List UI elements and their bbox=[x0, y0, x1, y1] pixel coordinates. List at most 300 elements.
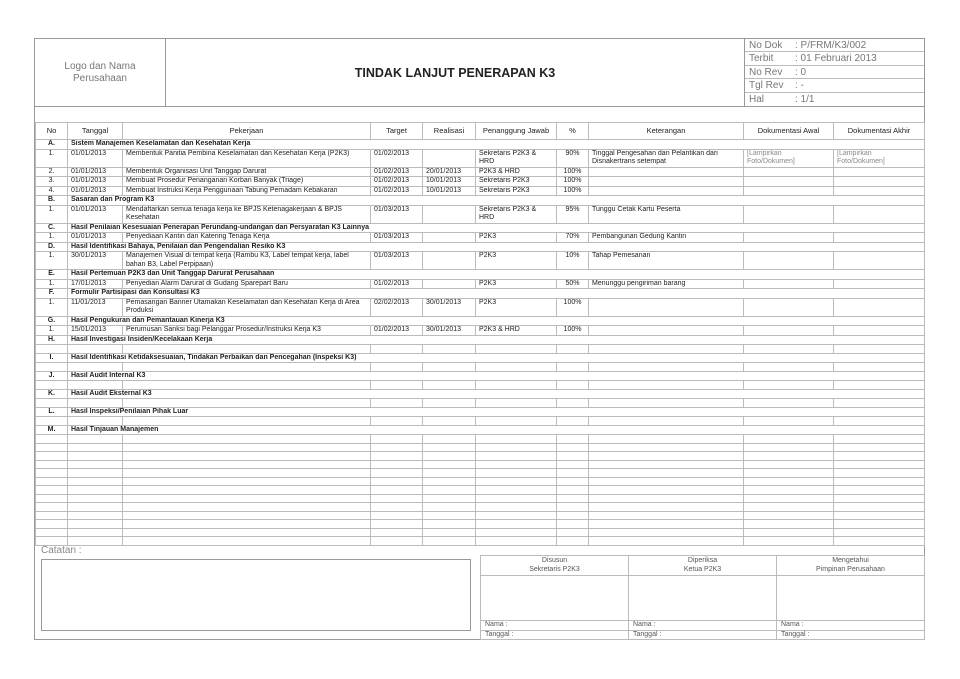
blank-cell[interactable] bbox=[423, 469, 476, 478]
blank-cell[interactable] bbox=[589, 511, 744, 520]
cell-pekerjaan[interactable]: Membuat Instruksi Kerja Penggunaan Tabung Pemadam Kebakaran bbox=[123, 186, 371, 196]
blank-cell[interactable] bbox=[834, 469, 925, 478]
cell-realisasi[interactable]: 30/01/2013 bbox=[423, 298, 476, 316]
blank-cell[interactable] bbox=[423, 477, 476, 486]
cell-pj[interactable]: Sekretaris P2K3 bbox=[476, 186, 557, 196]
blank-cell[interactable] bbox=[589, 345, 744, 354]
cell-dok-awal[interactable] bbox=[744, 205, 834, 223]
blank-cell[interactable] bbox=[123, 537, 371, 546]
blank-cell[interactable] bbox=[589, 363, 744, 372]
cell-pct[interactable]: 10% bbox=[557, 252, 589, 270]
blank-cell[interactable] bbox=[589, 469, 744, 478]
blank-cell[interactable] bbox=[557, 452, 589, 461]
blank-cell[interactable] bbox=[68, 503, 123, 512]
cell-realisasi[interactable] bbox=[423, 205, 476, 223]
blank-cell[interactable] bbox=[834, 503, 925, 512]
blank-cell[interactable] bbox=[834, 477, 925, 486]
blank-cell[interactable] bbox=[371, 435, 423, 444]
blank-cell[interactable] bbox=[834, 435, 925, 444]
blank-cell[interactable] bbox=[744, 435, 834, 444]
blank-cell[interactable] bbox=[423, 363, 476, 372]
blank-cell[interactable] bbox=[557, 399, 589, 408]
blank-cell[interactable] bbox=[36, 460, 68, 469]
cell-pct[interactable]: 100% bbox=[557, 298, 589, 316]
cell-realisasi[interactable] bbox=[423, 279, 476, 289]
cell-realisasi[interactable] bbox=[423, 233, 476, 243]
blank-cell[interactable] bbox=[423, 511, 476, 520]
blank-cell[interactable] bbox=[68, 528, 123, 537]
cell-pj[interactable]: P2K3 & HRD bbox=[476, 167, 557, 177]
blank-cell[interactable] bbox=[557, 477, 589, 486]
blank-cell[interactable] bbox=[36, 417, 68, 426]
blank-cell[interactable] bbox=[589, 503, 744, 512]
cell-pj[interactable]: Sekretaris P2K3 & HRD bbox=[476, 149, 557, 167]
cell-target[interactable]: 02/02/2013 bbox=[371, 298, 423, 316]
blank-cell[interactable] bbox=[123, 363, 371, 372]
cell-target[interactable]: 01/02/2013 bbox=[371, 326, 423, 336]
cell-dok-akhir[interactable] bbox=[834, 177, 925, 187]
cell-target[interactable]: 01/02/2013 bbox=[371, 177, 423, 187]
blank-cell[interactable] bbox=[423, 381, 476, 390]
cell-no[interactable]: 1. bbox=[36, 233, 68, 243]
blank-cell[interactable] bbox=[371, 537, 423, 546]
blank-cell[interactable] bbox=[744, 399, 834, 408]
blank-cell[interactable] bbox=[36, 345, 68, 354]
blank-cell[interactable] bbox=[834, 528, 925, 537]
cell-tanggal[interactable]: 01/01/2013 bbox=[68, 233, 123, 243]
blank-cell[interactable] bbox=[589, 520, 744, 529]
cell-target[interactable]: 01/02/2013 bbox=[371, 167, 423, 177]
cell-no[interactable]: 2. bbox=[36, 167, 68, 177]
blank-cell[interactable] bbox=[476, 452, 557, 461]
cell-dok-awal[interactable] bbox=[744, 252, 834, 270]
cell-no[interactable]: 1. bbox=[36, 279, 68, 289]
blank-cell[interactable] bbox=[68, 460, 123, 469]
cell-dok-awal[interactable] bbox=[744, 279, 834, 289]
section-row bbox=[36, 407, 925, 417]
form-sheet bbox=[34, 38, 925, 640]
blank-cell[interactable] bbox=[123, 511, 371, 520]
blank-cell[interactable] bbox=[423, 528, 476, 537]
cell-target[interactable]: 01/03/2013 bbox=[371, 252, 423, 270]
cell-ket[interactable]: Tahap Pemesanan bbox=[589, 252, 744, 270]
blank-cell[interactable] bbox=[36, 469, 68, 478]
blank-cell[interactable] bbox=[68, 443, 123, 452]
blank-cell[interactable] bbox=[476, 363, 557, 372]
cell-pct[interactable]: 100% bbox=[557, 177, 589, 187]
blank-cell[interactable] bbox=[371, 399, 423, 408]
blank-cell[interactable] bbox=[744, 477, 834, 486]
cell-tanggal[interactable]: 01/01/2013 bbox=[68, 167, 123, 177]
blank-cell[interactable] bbox=[476, 520, 557, 529]
cell-pj[interactable]: P2K3 bbox=[476, 233, 557, 243]
blank-cell[interactable] bbox=[371, 477, 423, 486]
blank-cell[interactable] bbox=[834, 399, 925, 408]
cell-pekerjaan[interactable]: Manajemen Visual di tempat kerja (Rambu K3, Label tempat kerja, label bahan B3, Label Perpipaan) bbox=[123, 252, 371, 270]
meta-row bbox=[745, 39, 924, 52]
blank-cell[interactable] bbox=[589, 486, 744, 495]
blank-cell[interactable] bbox=[423, 503, 476, 512]
signature-area[interactable] bbox=[481, 576, 629, 621]
cell-dok-awal[interactable]: [Lampirkan Foto/Dokumen] bbox=[744, 149, 834, 167]
cell-ket[interactable] bbox=[589, 186, 744, 196]
blank-cell[interactable] bbox=[423, 494, 476, 503]
blank-cell[interactable] bbox=[476, 503, 557, 512]
cell-pct[interactable]: 100% bbox=[557, 186, 589, 196]
blank-cell[interactable] bbox=[68, 486, 123, 495]
blank-cell[interactable] bbox=[68, 511, 123, 520]
blank-cell[interactable] bbox=[36, 452, 68, 461]
cell-tanggal[interactable]: 17/01/2013 bbox=[68, 279, 123, 289]
blank-cell[interactable] bbox=[744, 486, 834, 495]
blank-cell[interactable] bbox=[123, 486, 371, 495]
blank-cell[interactable] bbox=[557, 486, 589, 495]
blank-cell[interactable] bbox=[371, 503, 423, 512]
cell-no[interactable]: 1. bbox=[36, 149, 68, 167]
blank-cell[interactable] bbox=[371, 381, 423, 390]
blank-cell[interactable] bbox=[557, 363, 589, 372]
blank-cell[interactable] bbox=[834, 417, 925, 426]
blank-cell[interactable] bbox=[589, 381, 744, 390]
blank-cell[interactable] bbox=[36, 528, 68, 537]
blank-cell[interactable] bbox=[589, 435, 744, 444]
blank-cell[interactable] bbox=[68, 477, 123, 486]
blank-cell[interactable] bbox=[744, 520, 834, 529]
signature-nama[interactable]: Nama : bbox=[777, 621, 925, 631]
blank-cell[interactable] bbox=[123, 443, 371, 452]
blank-cell[interactable] bbox=[557, 381, 589, 390]
cell-ket[interactable] bbox=[589, 167, 744, 177]
cell-no[interactable]: 4. bbox=[36, 186, 68, 196]
blank-cell[interactable] bbox=[744, 528, 834, 537]
cell-tanggal[interactable]: 15/01/2013 bbox=[68, 326, 123, 336]
blank-cell[interactable] bbox=[36, 435, 68, 444]
blank-cell[interactable] bbox=[371, 417, 423, 426]
blank-cell[interactable] bbox=[476, 345, 557, 354]
blank-cell[interactable] bbox=[834, 494, 925, 503]
cell-pekerjaan[interactable]: Membuat Prosedur Penanganan Korban Banyak (Triage) bbox=[123, 177, 371, 187]
blank-cell[interactable] bbox=[476, 528, 557, 537]
signature-nama[interactable]: Nama : bbox=[629, 621, 777, 631]
blank-cell[interactable] bbox=[36, 494, 68, 503]
section-letter: M. bbox=[36, 425, 68, 435]
cell-target[interactable]: 01/02/2013 bbox=[371, 279, 423, 289]
blank-cell[interactable] bbox=[371, 345, 423, 354]
cell-dok-awal[interactable] bbox=[744, 233, 834, 243]
cell-pct[interactable]: 70% bbox=[557, 233, 589, 243]
cell-pekerjaan[interactable]: Penyedian Alarm Darurat di Gudang Sparepart Baru bbox=[123, 279, 371, 289]
cell-no[interactable]: 3. bbox=[36, 177, 68, 187]
blank-cell[interactable] bbox=[123, 503, 371, 512]
blank-cell[interactable] bbox=[834, 443, 925, 452]
cell-tanggal[interactable]: 30/01/2013 bbox=[68, 252, 123, 270]
cell-realisasi[interactable] bbox=[423, 252, 476, 270]
cell-tanggal[interactable]: 01/01/2013 bbox=[68, 205, 123, 223]
cell-ket[interactable]: Menunggu pengiriman barang bbox=[589, 279, 744, 289]
blank-cell[interactable] bbox=[68, 417, 123, 426]
cell-dok-awal[interactable] bbox=[744, 167, 834, 177]
cell-no[interactable]: 1. bbox=[36, 326, 68, 336]
blank-cell[interactable] bbox=[68, 469, 123, 478]
section-row bbox=[36, 140, 925, 150]
blank-cell[interactable] bbox=[744, 494, 834, 503]
cell-pekerjaan[interactable]: Membentuk Organisasi Unit Tanggap Darurat bbox=[123, 167, 371, 177]
cell-dok-akhir[interactable] bbox=[834, 167, 925, 177]
blank-cell[interactable] bbox=[423, 399, 476, 408]
cell-pj[interactable]: P2K3 bbox=[476, 252, 557, 270]
blank-cell[interactable] bbox=[36, 511, 68, 520]
cell-dok-awal[interactable] bbox=[744, 186, 834, 196]
blank-cell[interactable] bbox=[423, 435, 476, 444]
cell-dok-akhir[interactable] bbox=[834, 279, 925, 289]
blank-cell[interactable] bbox=[589, 399, 744, 408]
blank-cell[interactable] bbox=[589, 494, 744, 503]
blank-cell[interactable] bbox=[68, 363, 123, 372]
blank-cell[interactable] bbox=[36, 381, 68, 390]
blank-cell[interactable] bbox=[123, 494, 371, 503]
cell-pct[interactable]: 100% bbox=[557, 167, 589, 177]
blank-cell[interactable] bbox=[744, 363, 834, 372]
blank-cell[interactable] bbox=[371, 452, 423, 461]
blank-cell[interactable] bbox=[557, 511, 589, 520]
blank-cell[interactable] bbox=[557, 520, 589, 529]
blank-cell[interactable] bbox=[744, 469, 834, 478]
blank-cell[interactable] bbox=[834, 537, 925, 546]
blank-cell[interactable] bbox=[36, 520, 68, 529]
blank-cell[interactable] bbox=[834, 345, 925, 354]
cell-pct[interactable]: 100% bbox=[557, 326, 589, 336]
cell-pct[interactable]: 90% bbox=[557, 149, 589, 167]
blank-cell[interactable] bbox=[36, 443, 68, 452]
cell-pekerjaan[interactable]: Membentuk Panitia Pembina Keselamatan dan Kesehatan Kerja (P2K3) bbox=[123, 149, 371, 167]
signature-tanggal[interactable]: Tanggal : bbox=[629, 630, 777, 640]
blank-cell[interactable] bbox=[423, 537, 476, 546]
cell-pj[interactable]: P2K3 bbox=[476, 298, 557, 316]
blank-cell[interactable] bbox=[834, 363, 925, 372]
blank-cell[interactable] bbox=[36, 399, 68, 408]
cell-ket[interactable]: Pembangunan Gedung Kantin bbox=[589, 233, 744, 243]
blank-cell[interactable] bbox=[371, 486, 423, 495]
blank-cell[interactable] bbox=[476, 460, 557, 469]
blank-cell[interactable] bbox=[68, 399, 123, 408]
blank-cell[interactable] bbox=[123, 469, 371, 478]
blank-cell[interactable] bbox=[744, 345, 834, 354]
cell-tanggal[interactable]: 11/01/2013 bbox=[68, 298, 123, 316]
blank-cell[interactable] bbox=[589, 477, 744, 486]
blank-cell[interactable] bbox=[371, 363, 423, 372]
blank-cell[interactable] bbox=[557, 345, 589, 354]
cell-pekerjaan[interactable]: Pemasangan Banner Utamakan Keselamatan dan Kesehatan Kerja di Area Produksi bbox=[123, 298, 371, 316]
blank-cell[interactable] bbox=[423, 486, 476, 495]
blank-cell[interactable] bbox=[423, 443, 476, 452]
cell-pct[interactable]: 50% bbox=[557, 279, 589, 289]
blank-cell[interactable] bbox=[557, 494, 589, 503]
blank-cell[interactable] bbox=[589, 528, 744, 537]
blank-cell[interactable] bbox=[834, 381, 925, 390]
blank-cell[interactable] bbox=[476, 477, 557, 486]
blank-cell[interactable] bbox=[744, 417, 834, 426]
signature-area[interactable] bbox=[777, 576, 925, 621]
blank-cell[interactable] bbox=[68, 520, 123, 529]
cell-dok-awal[interactable] bbox=[744, 177, 834, 187]
blank-cell[interactable] bbox=[744, 460, 834, 469]
blank-cell[interactable] bbox=[68, 537, 123, 546]
cell-dok-akhir[interactable] bbox=[834, 233, 925, 243]
blank-cell[interactable] bbox=[68, 381, 123, 390]
blank-cell[interactable] bbox=[476, 469, 557, 478]
blank-cell[interactable] bbox=[123, 399, 371, 408]
blank-cell[interactable] bbox=[744, 381, 834, 390]
blank-cell[interactable] bbox=[423, 460, 476, 469]
signature-tanggal[interactable]: Tanggal : bbox=[777, 630, 925, 640]
blank-cell[interactable] bbox=[476, 399, 557, 408]
blank-cell[interactable] bbox=[36, 477, 68, 486]
cell-target[interactable]: 01/02/2013 bbox=[371, 149, 423, 167]
cell-pct[interactable]: 95% bbox=[557, 205, 589, 223]
blank-cell[interactable] bbox=[68, 345, 123, 354]
cell-dok-akhir[interactable] bbox=[834, 252, 925, 270]
blank-cell[interactable] bbox=[68, 494, 123, 503]
signature-area[interactable] bbox=[629, 576, 777, 621]
blank-cell[interactable] bbox=[123, 520, 371, 529]
blank-cell[interactable] bbox=[36, 486, 68, 495]
blank-cell[interactable] bbox=[589, 443, 744, 452]
blank-cell[interactable] bbox=[423, 345, 476, 354]
cell-realisasi[interactable]: 20/01/2013 bbox=[423, 167, 476, 177]
blank-cell[interactable] bbox=[589, 417, 744, 426]
blank-cell[interactable] bbox=[834, 520, 925, 529]
blank-cell[interactable] bbox=[123, 345, 371, 354]
blank-cell[interactable] bbox=[476, 417, 557, 426]
blank-cell[interactable] bbox=[123, 381, 371, 390]
cell-realisasi[interactable]: 10/01/2013 bbox=[423, 186, 476, 196]
blank-cell[interactable] bbox=[36, 503, 68, 512]
blank-cell[interactable] bbox=[834, 486, 925, 495]
blank-cell[interactable] bbox=[744, 452, 834, 461]
section-title: Hasil Audit Internal K3 bbox=[68, 371, 925, 381]
blank-cell[interactable] bbox=[476, 435, 557, 444]
blank-cell[interactable] bbox=[476, 494, 557, 503]
cell-pekerjaan[interactable]: Perumusan Sanksi bagi Pelanggar Prosedur/Instruksi Kerja K3 bbox=[123, 326, 371, 336]
blank-cell[interactable] bbox=[557, 469, 589, 478]
cell-no[interactable]: 1. bbox=[36, 252, 68, 270]
cell-pj[interactable]: P2K3 & HRD bbox=[476, 326, 557, 336]
blank-cell[interactable] bbox=[557, 443, 589, 452]
cell-dok-akhir[interactable] bbox=[834, 186, 925, 196]
cell-ket[interactable]: Tunggu Cetak Kartu Peserta bbox=[589, 205, 744, 223]
blank-cell[interactable] bbox=[123, 460, 371, 469]
meta-key: Terbit bbox=[749, 53, 774, 65]
blank-cell[interactable] bbox=[589, 537, 744, 546]
blank-cell[interactable] bbox=[371, 511, 423, 520]
blank-cell[interactable] bbox=[834, 452, 925, 461]
cell-target[interactable]: 01/03/2013 bbox=[371, 205, 423, 223]
blank-cell[interactable] bbox=[557, 537, 589, 546]
cell-tanggal[interactable]: 01/01/2013 bbox=[68, 149, 123, 167]
cell-dok-akhir[interactable] bbox=[834, 298, 925, 316]
blank-cell[interactable] bbox=[371, 469, 423, 478]
blank-cell[interactable] bbox=[371, 520, 423, 529]
blank-cell[interactable] bbox=[371, 494, 423, 503]
blank-cell[interactable] bbox=[834, 511, 925, 520]
catatan-box[interactable] bbox=[41, 559, 471, 631]
blank-cell[interactable] bbox=[371, 460, 423, 469]
cell-dok-awal[interactable] bbox=[744, 326, 834, 336]
blank-cell[interactable] bbox=[123, 435, 371, 444]
blank-row bbox=[36, 443, 925, 452]
blank-cell[interactable] bbox=[68, 452, 123, 461]
blank-cell[interactable] bbox=[476, 443, 557, 452]
blank-cell[interactable] bbox=[36, 537, 68, 546]
blank-cell[interactable] bbox=[36, 363, 68, 372]
blank-cell[interactable] bbox=[744, 503, 834, 512]
table-row bbox=[36, 279, 925, 289]
blank-cell[interactable] bbox=[123, 417, 371, 426]
cell-target[interactable]: 01/03/2013 bbox=[371, 233, 423, 243]
cell-dok-akhir[interactable]: [Lampirkan Foto/Dokumen] bbox=[834, 149, 925, 167]
blank-cell[interactable] bbox=[557, 417, 589, 426]
cell-pj[interactable]: Sekretaris P2K3 bbox=[476, 177, 557, 187]
blank-cell[interactable] bbox=[557, 528, 589, 537]
blank-cell[interactable] bbox=[557, 435, 589, 444]
blank-cell[interactable] bbox=[371, 443, 423, 452]
cell-pj[interactable]: Sekretaris P2K3 & HRD bbox=[476, 205, 557, 223]
blank-cell[interactable] bbox=[123, 477, 371, 486]
blank-cell[interactable] bbox=[371, 528, 423, 537]
cell-pekerjaan[interactable]: Mendaftarkan semua tenaga kerja ke BPJS Ketenagakerjaan & BPJS Kesehatan bbox=[123, 205, 371, 223]
cell-dok-awal[interactable] bbox=[744, 298, 834, 316]
cell-ket[interactable] bbox=[589, 326, 744, 336]
blank-cell[interactable] bbox=[557, 460, 589, 469]
cell-pekerjaan[interactable]: Penyediaan Kantin dan Katering Tenaga Kerja bbox=[123, 233, 371, 243]
cell-ket[interactable] bbox=[589, 177, 744, 187]
blank-cell[interactable] bbox=[744, 511, 834, 520]
blank-cell[interactable] bbox=[423, 452, 476, 461]
blank-cell[interactable] bbox=[476, 486, 557, 495]
blank-cell[interactable] bbox=[423, 520, 476, 529]
blank-cell[interactable] bbox=[744, 443, 834, 452]
cell-no[interactable]: 1. bbox=[36, 205, 68, 223]
blank-cell[interactable] bbox=[476, 511, 557, 520]
cell-realisasi[interactable]: 10/01/2013 bbox=[423, 177, 476, 187]
cell-dok-akhir[interactable] bbox=[834, 326, 925, 336]
cell-ket[interactable]: Tinggal Pengesahan dan Pelantikan dari Disnakertrans setempat bbox=[589, 149, 744, 167]
blank-cell[interactable] bbox=[123, 528, 371, 537]
blank-cell[interactable] bbox=[68, 435, 123, 444]
blank-cell[interactable] bbox=[589, 460, 744, 469]
signature-nama[interactable]: Nama : bbox=[481, 621, 629, 631]
signature-tanggal[interactable]: Tanggal : bbox=[481, 630, 629, 640]
blank-cell[interactable] bbox=[476, 537, 557, 546]
blank-cell[interactable] bbox=[744, 537, 834, 546]
cell-no[interactable]: 1. bbox=[36, 298, 68, 316]
cell-realisasi[interactable] bbox=[423, 149, 476, 167]
cell-target[interactable]: 01/02/2013 bbox=[371, 186, 423, 196]
blank-cell[interactable] bbox=[589, 452, 744, 461]
cell-ket[interactable] bbox=[589, 298, 744, 316]
cell-dok-akhir[interactable] bbox=[834, 205, 925, 223]
cell-tanggal[interactable]: 01/01/2013 bbox=[68, 177, 123, 187]
cell-tanggal[interactable]: 01/01/2013 bbox=[68, 186, 123, 196]
meta-value: : P/FRM/K3/002 bbox=[795, 40, 867, 51]
cell-realisasi[interactable]: 30/01/2013 bbox=[423, 326, 476, 336]
blank-cell[interactable] bbox=[834, 460, 925, 469]
blank-cell[interactable] bbox=[423, 417, 476, 426]
blank-cell[interactable] bbox=[123, 452, 371, 461]
cell-pj[interactable]: P2K3 bbox=[476, 279, 557, 289]
blank-cell[interactable] bbox=[557, 503, 589, 512]
blank-cell[interactable] bbox=[476, 381, 557, 390]
